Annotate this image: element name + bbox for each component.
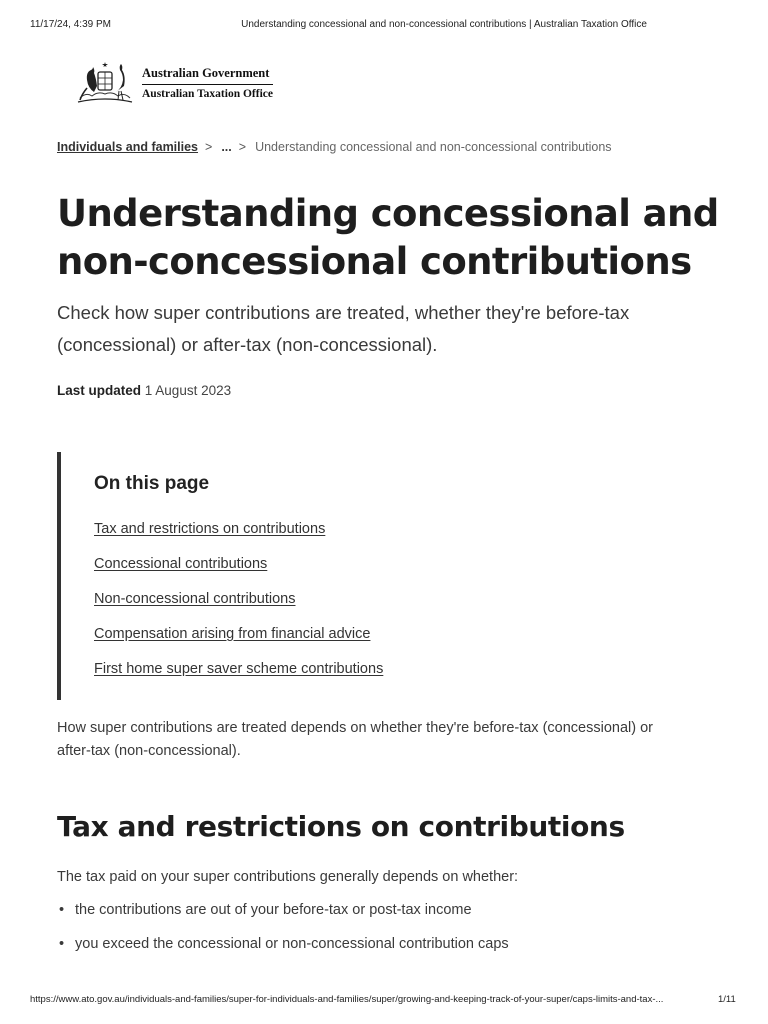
list-item (94, 660, 383, 695)
breadcrumb-separator: > (238, 140, 247, 154)
section-lead: The tax paid on your super contributions generally depends on whether: (57, 869, 519, 885)
toc-link-compensation[interactable]: Compensation arising from financial advice (94, 626, 371, 642)
logo-government-line: Australian Government (142, 66, 273, 85)
print-url: https://www.ato.gov.au/individuals-and-families/super-for-individuals-and-families/super/growing-and-keeping-track-of-your-super/caps-limits-and-tax-... (30, 994, 664, 1005)
breadcrumb-ellipsis-button[interactable]: ... (221, 140, 232, 154)
print-page-number: 1/11 (718, 994, 736, 1005)
last-updated-label: Last updated (57, 383, 142, 398)
section-bullet-list (57, 902, 509, 970)
on-this-page-panel (57, 452, 661, 700)
print-datetime: 11/17/24, 4:39 PM (30, 19, 111, 30)
section-heading-tax-restrictions: Tax and restrictions on contributions (57, 810, 625, 843)
logo-ato-line: Australian Taxation Office (142, 88, 273, 100)
body-paragraph: How super contributions are treated depends on whether they're before-tax (concessional) or after-tax (non-concessional). (57, 720, 653, 759)
list-item (94, 520, 383, 555)
ato-logo[interactable] (74, 58, 273, 108)
print-page-title: Understanding concessional and non-concessional contributions | Australian Taxation Office (241, 19, 647, 30)
breadcrumb-current: Understanding concessional and non-concessional contributions (255, 140, 612, 154)
breadcrumb-separator: > (205, 140, 213, 154)
toc-link-tax-restrictions[interactable]: Tax and restrictions on contributions (94, 521, 326, 537)
toc-link-first-home-super[interactable]: First home super saver scheme contributions (94, 661, 384, 677)
list-item (94, 555, 383, 590)
coat-of-arms-icon (74, 58, 136, 108)
breadcrumb (57, 140, 612, 154)
on-this-page-list (94, 520, 383, 695)
toc-link-non-concessional[interactable]: Non-concessional contributions (94, 591, 296, 607)
last-updated-date: 1 August 2023 (144, 383, 232, 398)
logo-text (142, 66, 273, 100)
toc-link-concessional[interactable]: Concessional contributions (94, 556, 268, 572)
page-title: Understanding concessional and non-concessional contributions (57, 192, 719, 283)
breadcrumb-individuals-link[interactable]: Individuals and families (57, 140, 199, 154)
on-this-page-heading: On this page (94, 473, 210, 494)
list-item: • you exceed the concessional or non-concessional contribution caps (57, 936, 509, 970)
list-item (94, 590, 383, 625)
print-header (0, 19, 768, 33)
list-item (94, 625, 383, 660)
list-item: • the contributions are out of your before-tax or post-tax income (57, 902, 509, 936)
last-updated (57, 383, 231, 398)
page-intro: Check how super contributions are treated, whether they're before-tax (concessional) or after-tax (non-concessional). (57, 302, 630, 355)
